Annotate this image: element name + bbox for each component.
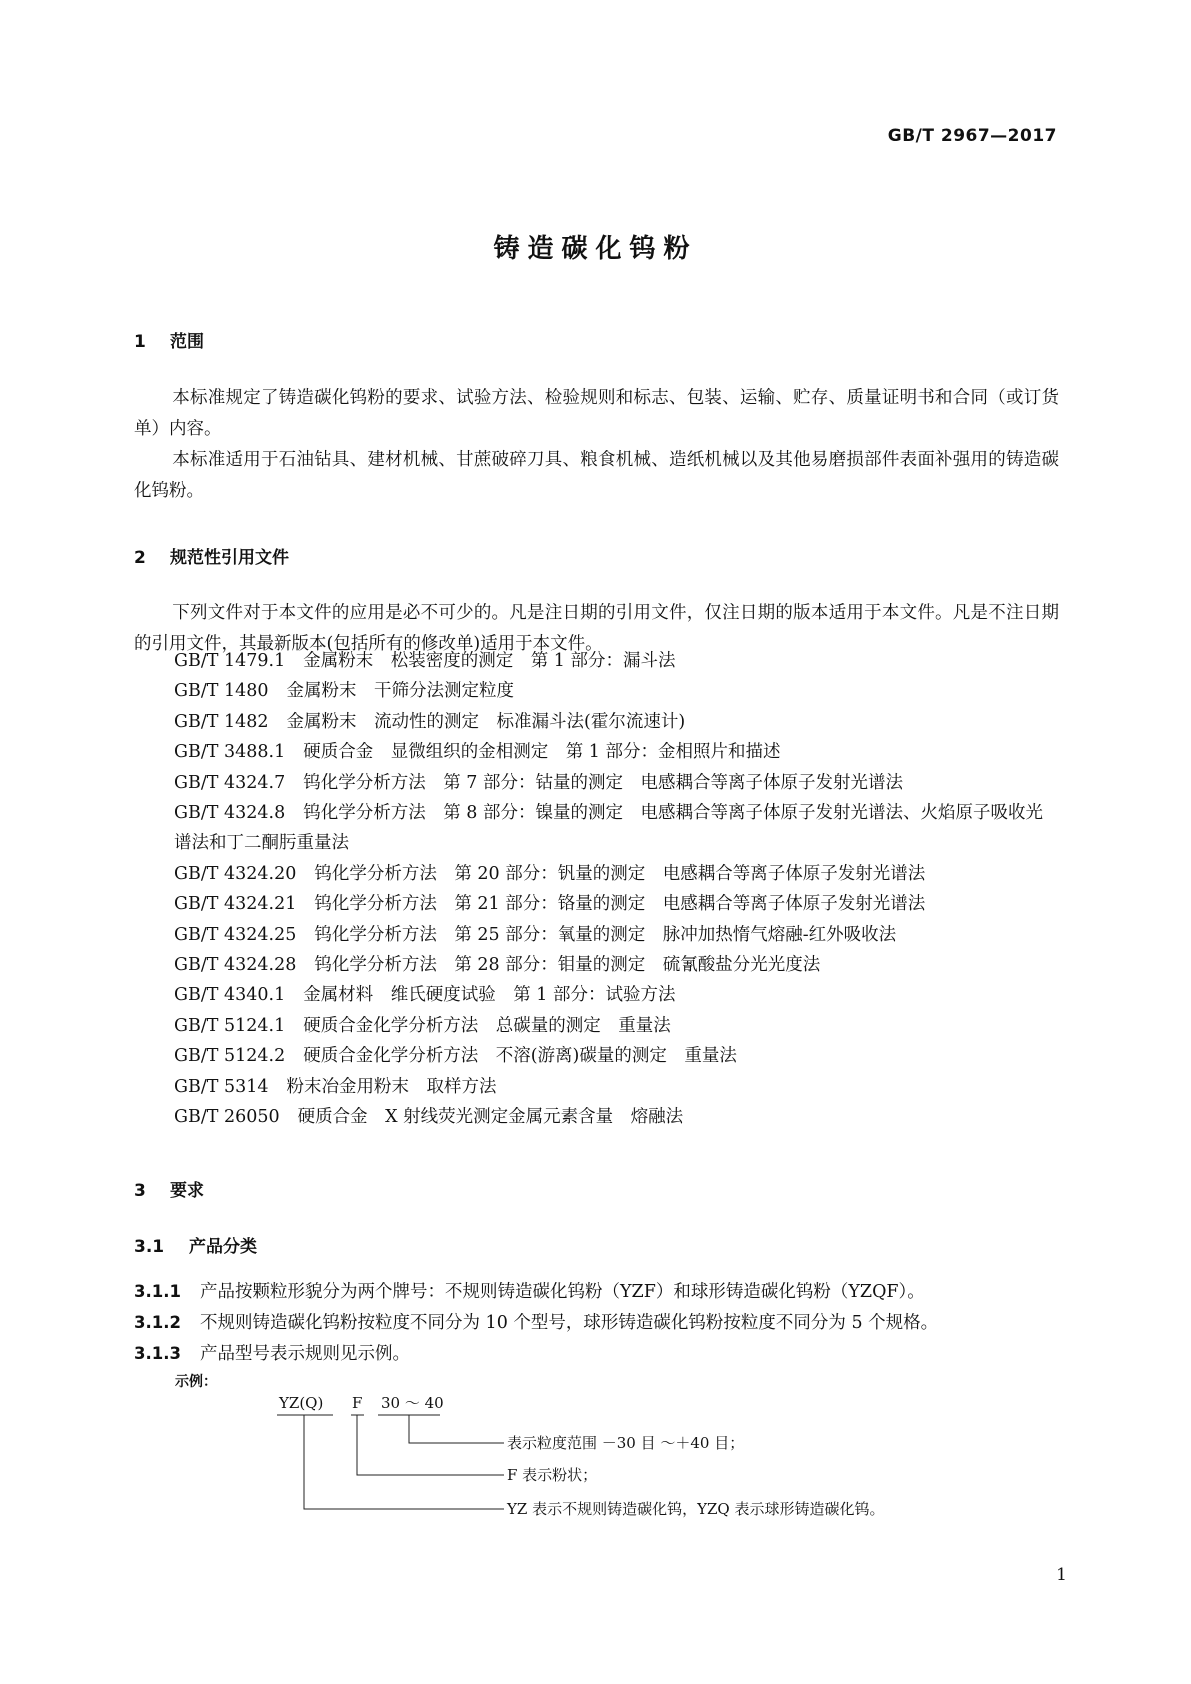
reference-title: 硬质合金化学分析方法 不溶(游离)碳量的测定 重量法: [303, 1046, 737, 1067]
example-part-range: 30 ～ 40: [381, 1394, 444, 1412]
reference-title: 硬质合金 X 射线荧光测定金属元素含量 熔融法: [297, 1107, 684, 1128]
reference-title: 粉末冶金用粉末 取样方法: [286, 1076, 497, 1097]
page-number: 1: [1056, 1565, 1067, 1585]
reference-title: 金属粉末 流动性的测定 标准漏斗法(霍尔流速计): [286, 711, 686, 732]
reference-title: 钨化学分析方法 第 25 部分：氧量的测定 脉冲加热惰气熔融-红外吸收法: [314, 924, 897, 945]
reference-code: GB/T 4324.8: [174, 803, 286, 824]
reference-title: 钨化学分析方法 第 28 部分：钼量的测定 硫氰酸盐分光光度法: [314, 955, 821, 976]
reference-code: GB/T 4324.21: [174, 894, 297, 915]
reference-code: GB/T 1480: [174, 681, 269, 702]
clause-number: 3.1.2: [134, 1313, 181, 1332]
reference-code: GB/T 1479.1: [174, 651, 286, 671]
clause-text: 产品型号表示规则见示例。: [200, 1344, 410, 1364]
clause-text: 不规则铸造碳化钨粉按粒度不同分为 10 个型号，球形铸造碳化钨粉按粒度不同分为 5 个规格。: [200, 1313, 939, 1333]
reference-title: 金属粉末 干筛分法测定粒度: [286, 681, 515, 702]
document-title: 铸造碳化钨粉: [493, 234, 698, 264]
reference-code: GB/T 5124.1: [174, 1015, 286, 1036]
paragraph: 本标准规定了铸造碳化钨粉的要求、试验方法、检验规则和标志、包装、运输、贮存、质量证明书和合同（或订货单）内容。: [134, 388, 1059, 439]
section-number: 1: [134, 332, 146, 352]
reference-code: GB/T 4340.1: [174, 985, 286, 1006]
clause-number: 3.1.3: [134, 1344, 181, 1363]
standard-code: GB/T 2967—2017: [887, 126, 1057, 146]
section-title: 范围: [170, 332, 204, 352]
subsection-number: 3.1: [134, 1237, 165, 1257]
paragraph: 下列文件对于本文件的应用是必不可少的。凡是注日期的引用文件，仅注日期的版本适用于本文件。凡是不注日期的引用文件，其最新版本(包括所有的修改单)适用于本文件。: [134, 603, 1059, 654]
example-desc-f: F 表示粉状；: [507, 1466, 598, 1484]
reference-code: GB/T 26050: [174, 1107, 280, 1128]
reference-title: 钨化学分析方法 第 8 部分：镍量的测定 电感耦合等离子体原子发射光谱法、火焰原子吸收光谱法和丁二酮肟重量法: [174, 803, 1043, 854]
reference-code: GB/T 5124.2: [174, 1046, 286, 1067]
example-desc-range: 表示粒度范围 －30 目 ～＋40 目；: [507, 1434, 745, 1452]
reference-title: 金属材料 维氏硬度试验 第 1 部分：试验方法: [303, 985, 676, 1006]
reference-title: 金属粉末 松装密度的测定 第 1 部分：漏斗法: [303, 651, 676, 671]
clause-number: 3.1.1: [134, 1282, 181, 1301]
example-part-yzq: YZ(Q): [279, 1394, 324, 1412]
section-title: 规范性引用文件: [170, 548, 289, 568]
reference-title: 钨化学分析方法 第 21 部分：铬量的测定 电感耦合等离子体原子发射光谱法: [314, 894, 926, 915]
subsection-title: 产品分类: [189, 1237, 257, 1257]
bracket-lines: [277, 1415, 504, 1509]
example-label: 示例：: [175, 1374, 217, 1390]
example-desc-yz: YZ 表示不规则铸造碳化钨，YZQ 表示球形铸造碳化钨。: [507, 1500, 885, 1518]
reference-title: 硬质合金化学分析方法 总碳量的测定 重量法: [303, 1015, 671, 1036]
reference-code: GB/T 4324.25: [174, 924, 297, 945]
reference-title: 钨化学分析方法 第 20 部分：钒量的测定 电感耦合等离子体原子发射光谱法: [314, 863, 926, 884]
clause-text: 产品按颗粒形貌分为两个牌号：不规则铸造碳化钨粉（YZF）和球形铸造碳化钨粉（YZQF）。: [200, 1282, 925, 1302]
reference-title: 硬质合金 显微组织的金相测定 第 1 部分：金相照片和描述: [303, 742, 781, 763]
reference-code: GB/T 4324.28: [174, 955, 297, 976]
reference-code: GB/T 4324.7: [174, 772, 286, 793]
paragraph: 本标准适用于石油钻具、建材机械、甘蔗破碎刀具、粮食机械、造纸机械以及其他易磨损部件表面补强用的铸造碳化钨粉。: [134, 450, 1059, 501]
section-number: 2: [134, 548, 146, 568]
reference-code: GB/T 4324.20: [174, 863, 297, 884]
reference-code: GB/T 3488.1: [174, 742, 286, 763]
reference-code: GB/T 1482: [174, 711, 269, 732]
section-title: 要求: [170, 1181, 204, 1201]
reference-title: 钨化学分析方法 第 7 部分：钴量的测定 电感耦合等离子体原子发射光谱法: [303, 772, 903, 793]
example-part-f: F: [352, 1394, 363, 1412]
reference-code: GB/T 5314: [174, 1076, 269, 1097]
section-number: 3: [134, 1181, 146, 1201]
